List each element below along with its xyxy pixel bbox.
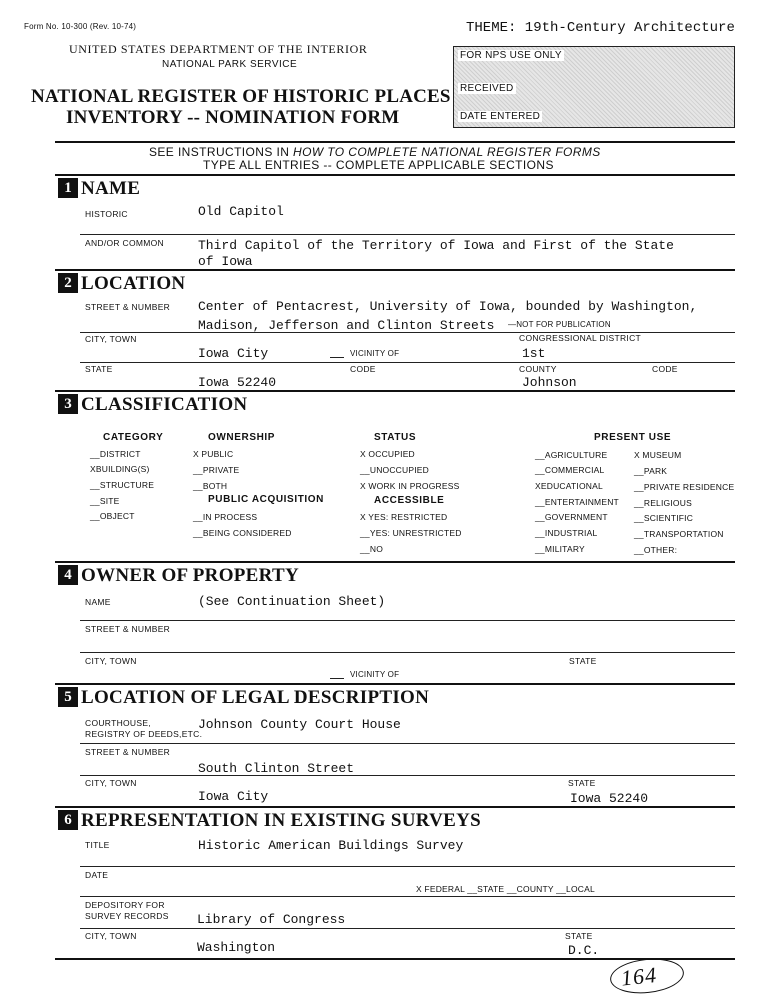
legal-state-label: STATE: [568, 778, 596, 788]
county-label: COUNTY: [519, 364, 557, 374]
page-number-value: 164: [619, 962, 659, 991]
accessible-no: __NO: [360, 544, 384, 554]
divider: [80, 652, 735, 653]
nps-received-label: RECEIVED: [460, 83, 514, 94]
courthouse-label-line2: REGISTRY OF DEEDS,ETC.: [85, 729, 203, 739]
category-buildings: XBUILDING(S): [90, 464, 150, 474]
common-name-label: AND/OR COMMON: [85, 238, 164, 248]
survey-title-value: Historic American Buildings Survey: [198, 838, 464, 853]
service-name: NATIONAL PARK SERVICE: [162, 59, 298, 70]
street-label: STREET & NUMBER: [85, 302, 171, 312]
section-2-heading: [58, 273, 185, 295]
status-heading: STATUS: [374, 432, 417, 443]
status-occupied: X OCCUPIED: [360, 449, 415, 459]
legal-city-value: Iowa City: [198, 789, 269, 804]
ownership-private: __PRIVATE: [193, 465, 240, 475]
depository-label-line1: DEPOSITORY FOR: [85, 900, 165, 910]
use-military: __MILITARY: [535, 544, 585, 554]
divider: [55, 269, 735, 271]
survey-title-label: TITLE: [85, 840, 110, 850]
common-name-value-line2: of Iowa: [198, 254, 253, 269]
legal-state-value: Iowa 52240: [570, 791, 649, 806]
divider: [55, 174, 735, 176]
use-educational: XEDUCATIONAL: [535, 481, 603, 491]
courthouse-value: Johnson County Court House: [198, 717, 401, 732]
owner-street-label: STREET & NUMBER: [85, 624, 171, 634]
depository-value: Library of Congress: [197, 912, 346, 927]
section-title: LOCATION OF LEGAL DESCRIPTION: [81, 687, 430, 708]
use-other: __OTHER:: [634, 545, 678, 555]
divider: [80, 743, 735, 744]
form-number: Form No. 10-300 (Rev. 10-74): [24, 22, 137, 31]
section-title: REPRESENTATION IN EXISTING SURVEYS: [81, 810, 482, 831]
ownership-public: X PUBLIC: [193, 449, 234, 459]
instructions-line2: TYPE ALL ENTRIES -- COMPLETE APPLICABLE SECTIONS: [203, 158, 554, 172]
divider: [80, 896, 735, 897]
divider: [80, 234, 735, 235]
code-label: CODE: [350, 364, 376, 374]
divider: [80, 928, 735, 929]
use-park: __PARK: [634, 466, 668, 476]
divider: [55, 806, 735, 808]
use-government: __GOVERNMENT: [535, 512, 608, 522]
department-name: UNITED STATES DEPARTMENT OF THE INTERIOR: [69, 42, 368, 56]
nps-use-only-box: [453, 46, 735, 128]
depository-state-label: STATE: [565, 931, 593, 941]
instructions-line1: [149, 145, 601, 159]
form-title-line1: NATIONAL REGISTER OF HISTORIC PLACES: [31, 86, 451, 107]
divider: [80, 620, 735, 621]
legal-street-label: STREET & NUMBER: [85, 747, 171, 757]
use-scientific: __SCIENTIFIC: [634, 513, 694, 523]
use-private-residence: __PRIVATE RESIDENCE: [634, 482, 735, 492]
accessible-unrestricted: __YES: UNRESTRICTED: [360, 528, 462, 538]
divider: [55, 390, 735, 392]
section-number: 4: [58, 565, 78, 585]
section-4-heading: [58, 565, 299, 587]
category-heading: CATEGORY: [103, 432, 164, 443]
category-structure: __STRUCTURE: [90, 480, 155, 490]
section-6-heading: [58, 810, 481, 832]
divider: [55, 683, 735, 685]
vicinity-blank: [330, 678, 344, 679]
depository-city-label: CITY, TOWN: [85, 931, 137, 941]
instructions-title: HOW TO COMPLETE NATIONAL REGISTER FORMS: [293, 145, 601, 159]
state-value: Iowa 52240: [198, 375, 277, 390]
form-title-line2: INVENTORY -- NOMINATION FORM: [66, 107, 400, 128]
owner-state-label: STATE: [569, 656, 597, 666]
divider: [55, 958, 735, 960]
use-agriculture: __AGRICULTURE: [535, 450, 608, 460]
use-commercial: __COMMERCIAL: [535, 465, 605, 475]
depository-state-value: D.C.: [568, 943, 600, 958]
nps-date-entered-label: DATE ENTERED: [460, 111, 541, 122]
use-museum: X MUSEUM: [634, 450, 682, 460]
congressional-district-value: 1st: [522, 346, 546, 361]
section-title: OWNER OF PROPERTY: [81, 565, 300, 586]
present-use-heading: PRESENT USE: [594, 432, 672, 443]
theme-label: THEME: 19th-Century Architecture: [466, 20, 735, 36]
common-name-value-line1: Third Capitol of the Territory of Iowa and First of the State: [198, 238, 674, 253]
ownership-heading: OWNERSHIP: [208, 432, 276, 443]
historic-name-value: Old Capitol: [198, 204, 284, 219]
section-5-heading: [58, 687, 429, 709]
ownership-both: __BOTH: [193, 481, 228, 491]
section-3-heading: [58, 394, 247, 416]
divider: [80, 866, 735, 867]
status-unoccupied: __UNOCCUPIED: [360, 465, 429, 475]
use-transportation: __TRANSPORTATION: [634, 529, 724, 539]
section-number: 6: [58, 810, 78, 830]
section-1-heading: [58, 178, 140, 200]
use-religious: __RELIGIOUS: [634, 498, 692, 508]
code-label: CODE: [652, 364, 678, 374]
city-value: Iowa City: [198, 346, 269, 361]
legal-street-value: South Clinton Street: [198, 761, 355, 776]
survey-level-checkboxes: X FEDERAL __STATE __COUNTY __LOCAL: [416, 884, 595, 894]
section-number: 2: [58, 273, 78, 293]
city-label: CITY, TOWN: [85, 334, 137, 344]
divider: [80, 775, 735, 776]
section-number: 1: [58, 178, 78, 198]
owner-vicinity-label: VICINITY OF: [350, 670, 400, 679]
legal-city-label: CITY, TOWN: [85, 778, 137, 788]
survey-date-label: DATE: [85, 870, 109, 880]
public-acquisition-heading: PUBLIC ACQUISITION: [208, 494, 324, 505]
section-title: LOCATION: [81, 273, 186, 294]
use-industrial: __INDUSTRIAL: [535, 528, 598, 538]
accessible-restricted: X YES: RESTRICTED: [360, 512, 448, 522]
courthouse-label-line1: COURTHOUSE,: [85, 718, 151, 728]
category-site: __SITE: [90, 496, 120, 506]
owner-name-label: NAME: [85, 597, 111, 607]
accessible-heading: ACCESSIBLE: [374, 495, 445, 506]
owner-city-label: CITY, TOWN: [85, 656, 137, 666]
category-district: __DISTRICT: [90, 449, 141, 459]
nps-box-label: FOR NPS USE ONLY: [460, 50, 562, 61]
owner-name-value: (See Continuation Sheet): [198, 594, 386, 609]
category-object: __OBJECT: [90, 511, 135, 521]
section-title: NAME: [81, 178, 141, 199]
divider: [80, 362, 735, 363]
instructions-prefix: SEE INSTRUCTIONS IN: [149, 145, 294, 159]
depository-city-value: Washington: [197, 940, 276, 955]
county-value: Johnson: [522, 375, 577, 390]
divider: [55, 141, 735, 143]
divider: [55, 561, 735, 563]
acquisition-being-considered: __BEING CONSIDERED: [193, 528, 292, 538]
section-number: 3: [58, 394, 78, 414]
congressional-district-label: CONGRESSIONAL DISTRICT: [519, 333, 641, 343]
page-number-stamp: [608, 955, 685, 997]
not-for-publication-label: —NOT FOR PUBLICATION: [508, 320, 611, 329]
street-value-line2: Madison, Jefferson and Clinton Streets: [198, 318, 495, 333]
section-title: CLASSIFICATION: [81, 394, 248, 415]
street-value-line1: Center of Pentacrest, University of Iowa, bounded by Washington,: [198, 299, 698, 314]
status-work-in-progress: X WORK IN PROGRESS: [360, 481, 460, 491]
depository-label-line2: SURVEY RECORDS: [85, 911, 169, 921]
vicinity-label: VICINITY OF: [350, 349, 400, 358]
section-number: 5: [58, 687, 78, 707]
acquisition-in-process: __IN PROCESS: [193, 512, 258, 522]
state-label: STATE: [85, 364, 113, 374]
historic-label: HISTORIC: [85, 209, 128, 219]
vicinity-blank: [330, 357, 344, 358]
use-entertainment: __ENTERTAINMENT: [535, 497, 619, 507]
